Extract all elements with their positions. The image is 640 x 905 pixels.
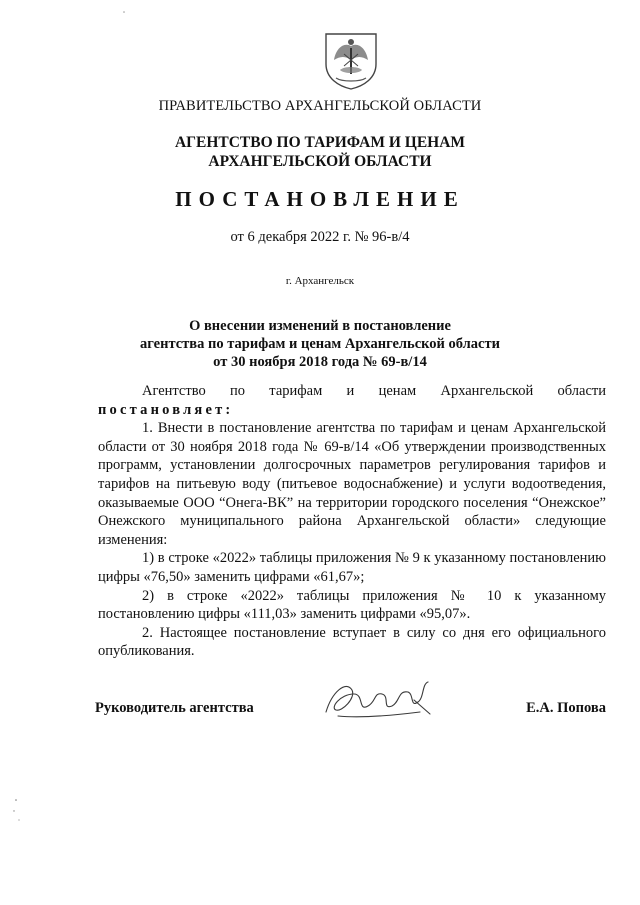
item-1: 1. Внести в постановление агентства по тарифам и ценам Архангельской области от 30 ноября 2018 года № 69-в/14 «Об утверждении производственных программ, установлении долгосрочных параметров регулирования тарифов и тарифов на питьевую воду (питьевое водоснабжение) и услуги водоотведения, оказываемые ООО “Онега-ВК” на территории городского поселения “Онежское” Онежского муниципального района Архангельской области» следующие изменения:: [98, 420, 606, 548]
document-body: [98, 382, 606, 661]
subject-line1: О внесении изменений в постановление: [189, 318, 451, 334]
document-city: г. Архангельск: [285, 275, 355, 287]
scan-specks: [10, 796, 30, 826]
intro-line: Агентство по тарифам и ценам Архангельской области: [142, 383, 606, 399]
agency-name-line2: АРХАНГЕЛЬСКОЙ ОБЛАСТИ: [208, 153, 432, 170]
handwritten-signature: [318, 672, 438, 726]
document-date-number: от 6 декабря 2022 г. № 96-в/4: [230, 229, 410, 245]
resolve-word: постановляет:: [98, 401, 234, 418]
document-type: ПОСТАНОВЛЕНИЕ: [175, 187, 465, 211]
scan-dots: [118, 8, 148, 16]
coat-of-arms-icon: [322, 30, 380, 90]
item-2: 2. Настоящее постановление вступает в силу со дня его официального опубликования.: [98, 624, 606, 660]
government-name: ПРАВИТЕЛЬСТВО АРХАНГЕЛЬСКОЙ ОБЛАСТИ: [158, 98, 482, 114]
signatory-position: Руководитель агентства: [95, 700, 254, 716]
subject-line2: агентства по тарифам и ценам Архангельской области: [140, 336, 500, 352]
agency-name: [0, 133, 640, 171]
signatory-name: Е.А. Попова: [526, 700, 606, 716]
subitem-2: 2) в строке «2022» таблицы приложения № 10 к указанному постановлению цифры «111,03» заменить цифрами «95,07».: [98, 587, 606, 623]
document-subject: [0, 317, 640, 371]
subject-line3: от 30 ноября 2018 года № 69-в/14: [213, 354, 427, 370]
agency-name-line1: АГЕНТСТВО ПО ТАРИФАМ И ЦЕНАМ: [174, 134, 466, 151]
subitem-1: 1) в строке «2022» таблицы приложения № 9 к указанному постановлению цифры «76,50» заменить цифрами «61,67»;: [98, 550, 606, 585]
